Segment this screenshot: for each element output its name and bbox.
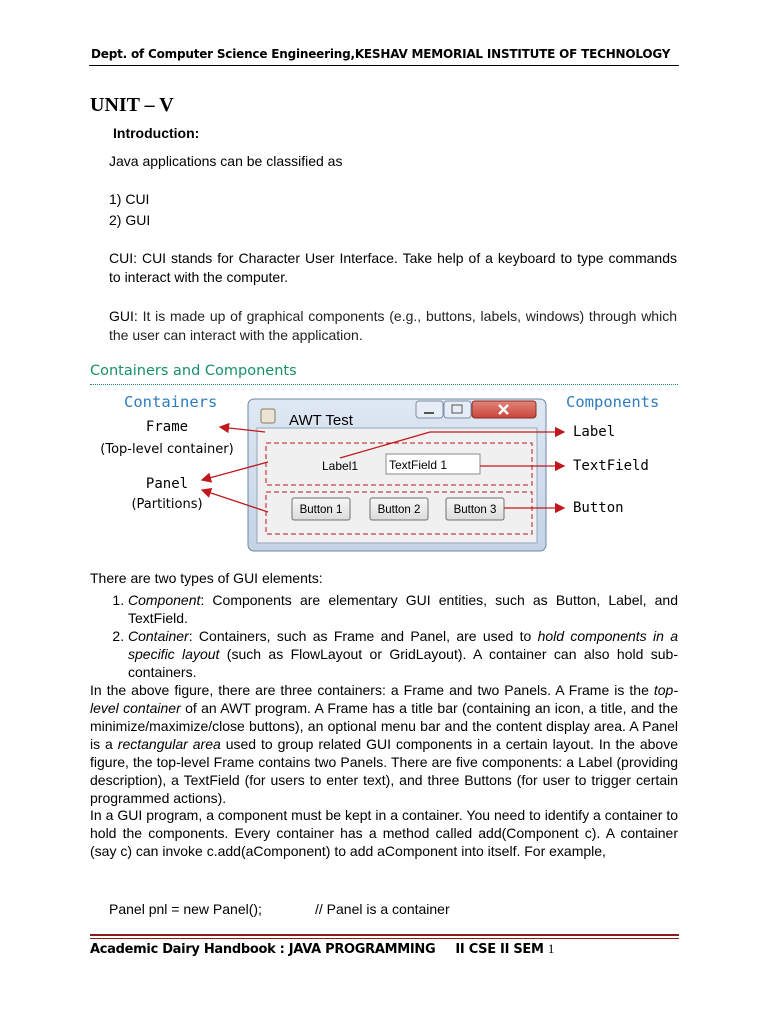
label1-text: Label1 [322,459,359,473]
component-button-text: Button [573,500,624,516]
classify-text: Java applications can be classified as [109,153,343,169]
containers-components-figure [90,388,680,558]
footer-sem: II CSE II SEM [455,942,544,957]
running-header: Dept. of Computer Science Engineering,KESHAV MEMORIAL INSTITUTE OF TECHNOLOGY [91,47,671,61]
window-title: AWT Test [289,412,353,429]
footer-title: Academic Dairy Handbook : JAVA PROGRAMMING [90,942,436,957]
components-title: Components [566,393,660,411]
container-definition-b: (such as FlowLayout or GridLayout). A container can also hold sub-containers. [128,646,678,680]
para1-c: used to group related GUI components in a certain layout. In the above figure, the top-level Frame contains two Panels. There are five components: a Label (providing description), a TextField (for users to enter text), and three Buttons (for user to trigger certain programmed actions). [90,736,678,806]
header-rule [89,65,679,66]
container-definition-em: hold components in a specific layout [128,628,678,662]
gui-text: It is made up of graphical components (e.g., buttons, labels, windows) through which the user can interact with the application. [109,308,677,343]
term-container: Container [128,628,189,644]
textfield-value: TextField 1 [389,458,448,472]
list-item-gui: 2) GUI [109,212,151,228]
component-label-text: Label [573,424,616,440]
close-button[interactable] [472,401,536,418]
cui-label: CUI: [109,250,137,266]
button-1-label: Button 1 [299,504,343,516]
paragraph-add-component: In a GUI program, a component must be kept in a container. You need to identify a container to hold the components. Every container has a method called add(Component c). A container (say c) can invoke c.add(aComponent) to add aComponent into itself. For example, [90,807,678,859]
list-item [128,591,678,627]
paragraph-containers [90,681,678,807]
unit-title: UNIT – V [90,94,174,116]
gui-types-intro: There are two types of GUI elements: [90,570,323,586]
section-heading: Containers and Components [90,363,297,379]
gui-label: GUI: [109,308,138,324]
footer-rule-thin [90,938,679,939]
figure-svg [90,388,680,558]
list-item-cui: 1) CUI [109,191,150,207]
panel-sub-label: (Partitions) [131,497,203,512]
term-component: Component [128,592,201,608]
footer [90,941,554,957]
gui-paragraph [109,307,677,345]
para1-em2: rectangular area [117,736,221,752]
component-definition: : Components are elementary GUI entities, such as Button, Label, and TextField. [128,592,678,626]
minimize-icon [424,412,434,414]
para1-a: In the above figure, there are three containers: a Frame and two Panels. A Frame is the [90,682,654,698]
code-comment: // Panel is a container [315,901,450,917]
intro-heading: Introduction: [113,125,200,141]
component-textfield-text: TextField [573,458,649,474]
para1-b: of an AWT program. A Frame has a title bar (containing an icon, a title, and the minimize/maximize/close buttons), an optional menu bar and the content display area. A Panel is a [90,700,678,752]
minimize-button[interactable] [416,401,443,418]
page-number: 1 [547,941,555,956]
frame-label: Frame [145,419,189,435]
button-2-label: Button 2 [377,504,421,516]
gui-types-list [90,591,678,681]
container-definition-a: : Containers, such as Frame and Panel, are used to [188,628,538,644]
containers-title: Containers [124,393,218,411]
para1-em1: top-level container [90,682,678,716]
button-3-label: Button 3 [453,504,497,516]
code-line: Panel pnl = new Panel(); [109,901,262,917]
list-item [128,627,678,681]
panel-label: Panel [145,476,189,492]
frame-sub-label: (Top-level container) [100,442,234,457]
java-cup-icon [261,409,275,423]
cui-text: CUI stands for Character User Interface. Take help of a keyboard to type commands to interact with the computer. [109,250,677,285]
maximize-button[interactable] [444,401,471,418]
cui-paragraph [109,249,677,287]
footer-rule-thick [90,934,679,936]
section-rule [90,384,678,385]
